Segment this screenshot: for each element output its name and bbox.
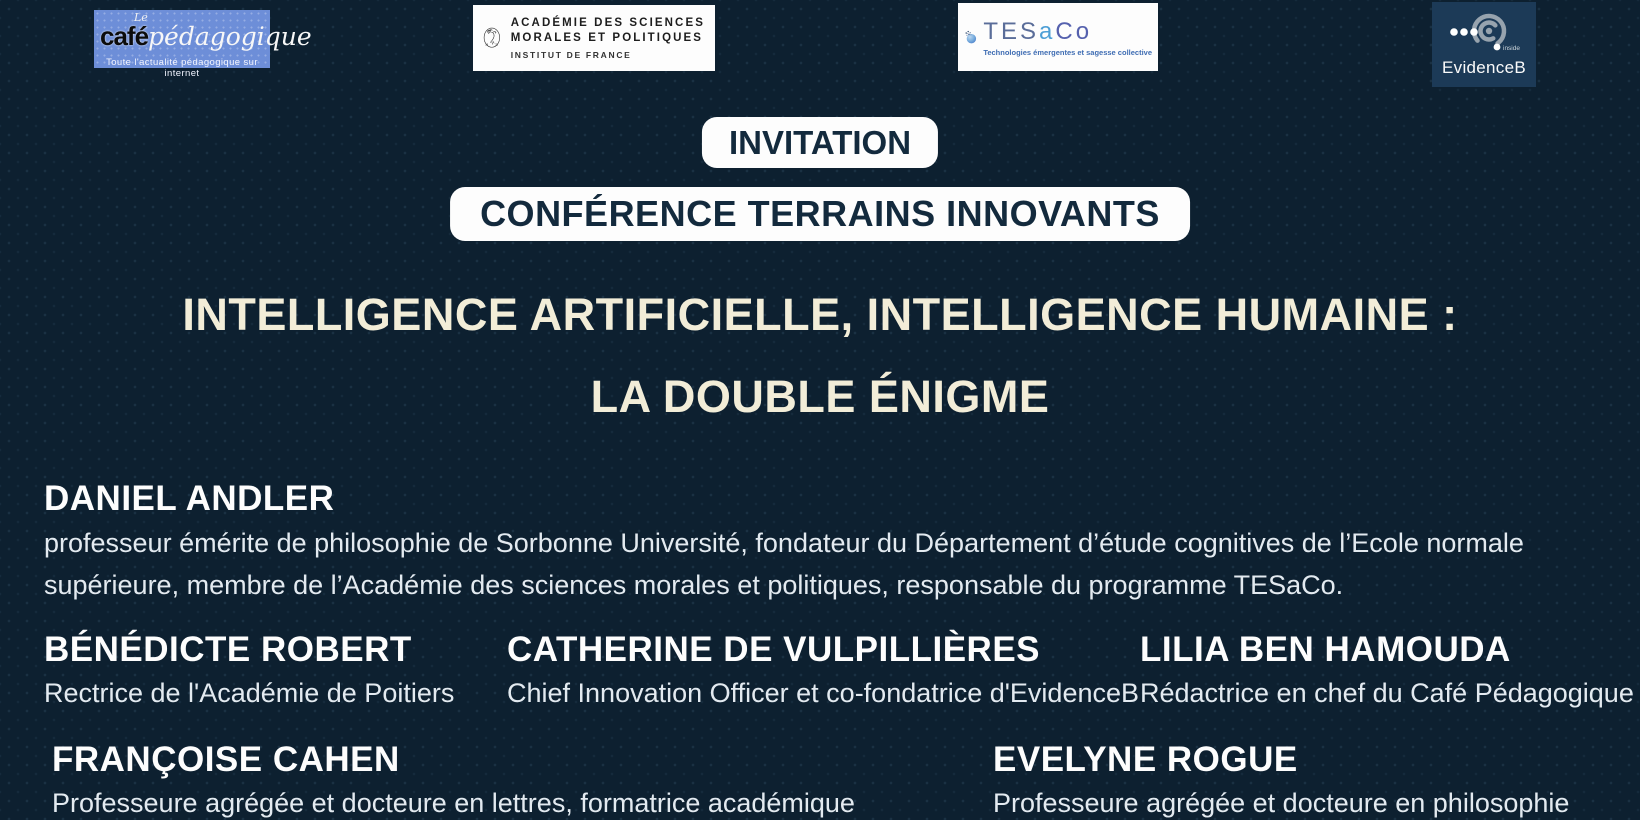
invitation-badge: INVITATION bbox=[702, 117, 938, 168]
tesaco-logo bbox=[958, 3, 1158, 71]
evidenceb-spiral-icon bbox=[1445, 10, 1523, 56]
speaker-role: Professeure agrégée et docteure en philosophie bbox=[993, 788, 1570, 818]
rooster-emblem-icon bbox=[483, 9, 501, 67]
svg-text:18: 18 bbox=[485, 43, 489, 47]
cafe-logo-wordmark: cafépédagogique bbox=[100, 21, 312, 51]
speaker-name-daniel-andler: DANIEL ANDLER bbox=[44, 479, 335, 518]
tesaco-logo-text bbox=[983, 18, 1152, 57]
speaker-bio-line1: professeur émérite de philosophie de Sorbonne Université, fondateur du Département d’étude cognitives de l’Ecole normale bbox=[44, 528, 1524, 558]
svg-text:32: 32 bbox=[495, 43, 499, 47]
speaker-name: FRANÇOISE CAHEN bbox=[52, 740, 400, 779]
speaker-bio-daniel-andler bbox=[44, 522, 1549, 606]
speaker-card-francoise-cahen bbox=[52, 738, 855, 818]
academie-sciences-morales-logo bbox=[473, 5, 715, 71]
speaker-card-catherine-de-vulpillieres bbox=[507, 628, 1139, 708]
speaker-role: Chief Innovation Officer et co-fondatrice d'EvidenceB bbox=[507, 678, 1140, 708]
evidenceb-logo bbox=[1432, 2, 1536, 87]
tesaco-sphere-icon bbox=[964, 8, 977, 66]
speaker-card-evelyne-rogue bbox=[993, 738, 1569, 818]
evidenceb-wordmark: EvidenceB bbox=[1442, 58, 1526, 77]
main-title-line2: LA DOUBLE ÉNIGME bbox=[590, 371, 1050, 422]
speaker-name: CATHERINE DE VULPILLIÈRES bbox=[507, 630, 1041, 669]
speaker-card-lilia-ben-hamouda bbox=[1140, 628, 1634, 708]
main-title-line1: INTELLIGENCE ARTIFICIELLE, INTELLIGENCE HUMAINE : bbox=[182, 289, 1458, 340]
academie-logo-text: ACADÉMIE DES SCIENCES MORALES ET POLITIQUES INSTITUT DE FRANCE bbox=[510, 16, 705, 60]
speaker-role: Rectrice de l'Académie de Poitiers bbox=[44, 678, 455, 708]
speaker-bio-line2: supérieure, membre de l’Académie des sciences morales et politiques, responsable du programme TESaCo. bbox=[44, 570, 1344, 600]
tesaco-logo-tagline: Technologies émergentes et sagesse collective bbox=[983, 47, 1152, 57]
speaker-name: LILIA BEN HAMOUDA bbox=[1140, 630, 1511, 669]
conference-terrains-innovants-badge: CONFÉRENCE TERRAINS INNOVANTS bbox=[450, 187, 1190, 241]
speaker-name: EVELYNE ROGUE bbox=[993, 740, 1298, 779]
speaker-card-benedicte-robert bbox=[44, 628, 454, 708]
svg-text:inside: inside bbox=[1503, 45, 1520, 52]
cafe-logo-tagline: Toute l'actualité pédagogique sur internet bbox=[106, 57, 258, 79]
speaker-name: BÉNÉDICTE ROBERT bbox=[44, 630, 412, 669]
cafe-pedagogique-logo bbox=[94, 10, 312, 79]
speaker-role: Professeure agrégée et docteure en lettres, formatrice académique bbox=[52, 788, 855, 818]
speaker-role: Rédactrice en chef du Café Pédagogique bbox=[1140, 678, 1634, 708]
cafe-le-label: Le bbox=[134, 11, 148, 24]
tesaco-wordmark: TESaCo bbox=[983, 17, 1093, 45]
